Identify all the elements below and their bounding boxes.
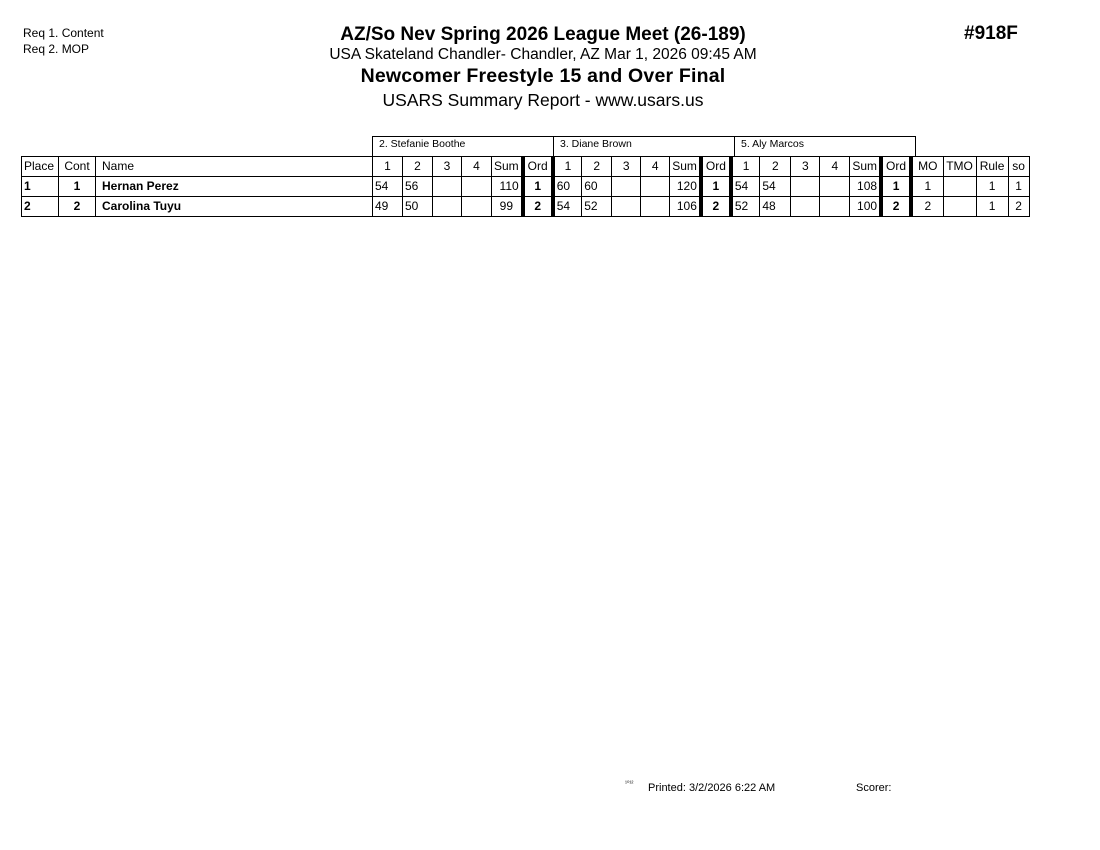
j2-sum: 120 (670, 177, 701, 197)
results-table (21, 156, 1030, 217)
col-j3-2: 2 (760, 157, 791, 177)
j3-score-1: 52 (731, 197, 760, 217)
mo-cell: 2 (911, 197, 943, 217)
j1-score-2: 50 (403, 197, 433, 217)
col-j3-1: 1 (731, 157, 760, 177)
mo-cell: 1 (911, 177, 943, 197)
col-j2-ord: Ord (701, 157, 731, 177)
requirement-2: Req 2. MOP (23, 42, 90, 56)
place-cell: 2 (22, 197, 59, 217)
col-rule: Rule (976, 157, 1008, 177)
col-j1-1: 1 (373, 157, 403, 177)
col-j1-2: 2 (403, 157, 433, 177)
meet-location: USA Skateland Chandler- Chandler, AZ Mar 1, 2026 09:45 AM (329, 46, 757, 63)
j1-score-4 (462, 197, 492, 217)
j3-score-3 (791, 177, 820, 197)
j3-score-1: 54 (731, 177, 760, 197)
footer-mark: ¹⁰¹² (625, 781, 634, 787)
so-cell: 1 (1008, 177, 1029, 197)
col-j1-3: 3 (433, 157, 462, 177)
j1-ord: 2 (523, 197, 553, 217)
j2-score-2: 60 (582, 177, 612, 197)
j2-score-3 (612, 177, 641, 197)
j2-score-4 (641, 177, 670, 197)
col-tmo: TMO (943, 157, 976, 177)
j3-score-4 (820, 177, 850, 197)
event-code: #918F (964, 23, 1018, 44)
col-mo: MO (911, 157, 943, 177)
j1-score-2: 56 (403, 177, 433, 197)
j1-score-1: 49 (373, 197, 403, 217)
j2-score-1: 54 (553, 197, 582, 217)
col-so: so (1008, 157, 1029, 177)
j1-score-1: 54 (373, 177, 403, 197)
printed-timestamp: Printed: 3/2/2026 6:22 AM (648, 782, 776, 794)
j1-score-3 (433, 177, 462, 197)
col-cont: Cont (59, 157, 96, 177)
table-header-row (22, 157, 1030, 177)
j1-ord: 1 (523, 177, 553, 197)
col-j1-4: 4 (462, 157, 492, 177)
so-cell: 2 (1008, 197, 1029, 217)
meet-title: AZ/So Nev Spring 2026 League Meet (26-189) (340, 24, 746, 45)
judge-1-header: 2. Stefanie Boothe (372, 136, 554, 156)
j1-sum: 110 (492, 177, 523, 197)
judge-3-header: 5. Aly Marcos (734, 136, 916, 156)
col-j3-sum: Sum (850, 157, 881, 177)
col-j2-sum: Sum (670, 157, 701, 177)
place-cell: 1 (22, 177, 59, 197)
col-j3-ord: Ord (881, 157, 911, 177)
col-j2-4: 4 (641, 157, 670, 177)
event-title: Newcomer Freestyle 15 and Over Final (360, 65, 726, 87)
col-j2-1: 1 (553, 157, 582, 177)
skater-name: Carolina Tuyu (96, 197, 373, 217)
requirement-1: Req 1. Content (23, 26, 104, 40)
j2-sum: 106 (670, 197, 701, 217)
j3-ord: 2 (881, 197, 911, 217)
report-title: USARS Summary Report - www.usars.us (382, 90, 704, 110)
scorer-label: Scorer: (856, 782, 892, 794)
j1-score-4 (462, 177, 492, 197)
j3-ord: 1 (881, 177, 911, 197)
col-j1-ord: Ord (523, 157, 553, 177)
table-row (22, 177, 1030, 197)
j3-score-4 (820, 197, 850, 217)
col-j2-2: 2 (582, 157, 612, 177)
j2-score-2: 52 (582, 197, 612, 217)
j2-score-1: 60 (553, 177, 582, 197)
j3-score-2: 48 (760, 197, 791, 217)
j1-sum: 99 (492, 197, 523, 217)
j2-ord: 1 (701, 177, 731, 197)
j2-score-4 (641, 197, 670, 217)
rule-cell: 1 (976, 177, 1008, 197)
col-name: Name (96, 157, 373, 177)
j3-score-3 (791, 197, 820, 217)
col-j2-3: 3 (612, 157, 641, 177)
j3-sum: 100 (850, 197, 881, 217)
j2-ord: 2 (701, 197, 731, 217)
j1-score-3 (433, 197, 462, 217)
tmo-cell (943, 197, 976, 217)
skater-name: Hernan Perez (96, 177, 373, 197)
col-j3-4: 4 (820, 157, 850, 177)
col-j3-3: 3 (791, 157, 820, 177)
rule-cell: 1 (976, 197, 1008, 217)
j2-score-3 (612, 197, 641, 217)
j3-score-2: 54 (760, 177, 791, 197)
judge-2-header: 3. Diane Brown (553, 136, 735, 156)
j3-sum: 108 (850, 177, 881, 197)
cont-cell: 1 (59, 177, 96, 197)
table-row (22, 197, 1030, 217)
tmo-cell (943, 177, 976, 197)
col-place: Place (22, 157, 59, 177)
cont-cell: 2 (59, 197, 96, 217)
col-j1-sum: Sum (492, 157, 523, 177)
